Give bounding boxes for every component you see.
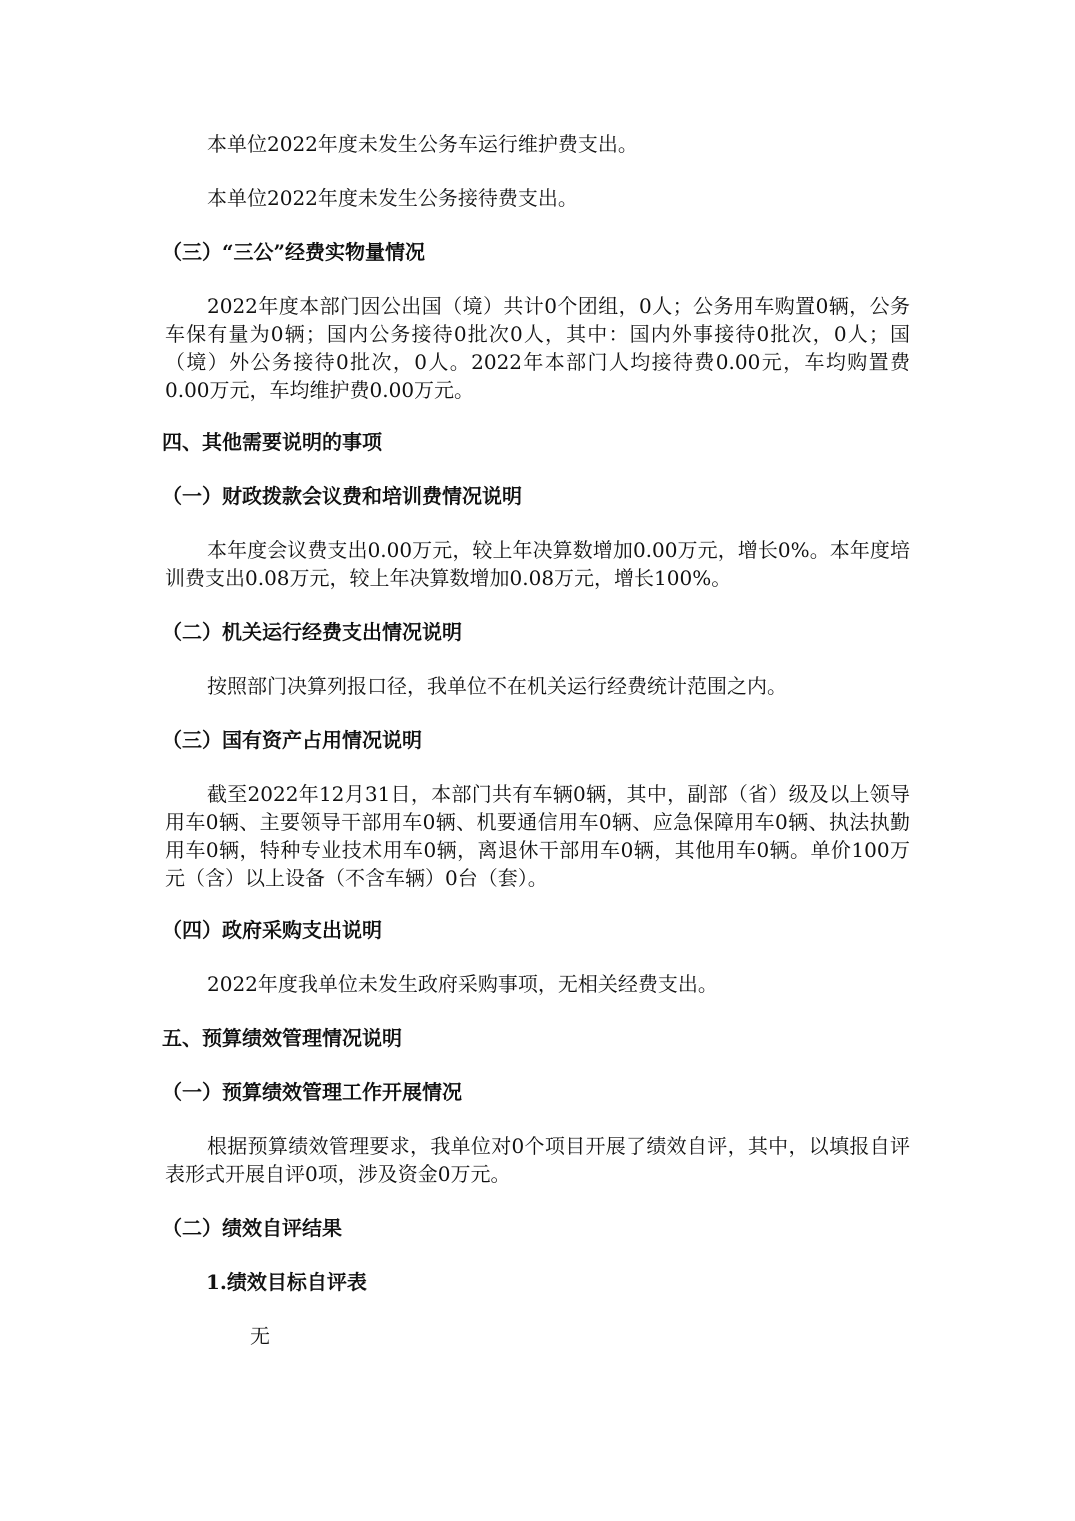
heading-performance-mgmt: 五、预算绩效管理情况说明 <box>162 1026 402 1050</box>
heading-meeting-training: （一）财政拨款会议费和培训费情况说明 <box>162 484 522 508</box>
heading-three-public-physical: （三）“三公”经费实物量情况 <box>162 240 426 264</box>
paragraph-performance-work: 根据预算绩效管理要求，我单位对0个项目开展了绩效自评，其中，以填报自评表形式开展自评0项，涉及资金0万元。 <box>165 1134 910 1186</box>
heading-other-matters: 四、其他需要说明的事项 <box>162 430 382 454</box>
paragraph-meeting-training: 本年度会议费支出0.00万元，较上年决算数增加0.00万元，增长0%。本年度培训费支出0.08万元，较上年决算数增加0.08万元，增长100%。 <box>165 538 910 590</box>
paragraph-reception: 本单位2022年度未发生公务接待费支出。 <box>207 186 578 210</box>
heading-goal-self-eval-table: 1.绩效目标自评表 <box>206 1270 367 1294</box>
paragraph-agency-operation: 按照部门决算列报口径，我单位不在机关运行经费统计范围之内。 <box>207 674 787 698</box>
paragraph-vehicle-maintenance: 本单位2022年度未发生公务车运行维护费支出。 <box>207 132 638 156</box>
heading-agency-operation: （二）机关运行经费支出情况说明 <box>162 620 462 644</box>
heading-performance-work: （一）预算绩效管理工作开展情况 <box>162 1080 462 1104</box>
heading-state-assets: （三）国有资产占用情况说明 <box>162 728 422 752</box>
heading-gov-procurement: （四）政府采购支出说明 <box>162 918 382 942</box>
heading-self-eval-results: （二）绩效自评结果 <box>162 1216 342 1240</box>
text-none: 无 <box>250 1324 270 1348</box>
paragraph-three-public-physical: 2022年度本部门因公出国（境）共计0个团组，0人；公务用车购置0辆，公务车保有量为0辆；国内公务接待0批次0人，其中：国内外事接待0批次，0人；国（境）外公务接待0批次，0人。2022年本部门人均接待费0.00元，车均购置费0.00万元，车均维护费0.00万元。 <box>165 294 910 402</box>
paragraph-gov-procurement: 2022年度我单位未发生政府采购事项，无相关经费支出。 <box>207 972 718 996</box>
paragraph-state-assets: 截至2022年12月31日，本部门共有车辆0辆，其中，副部（省）级及以上领导用车0辆、主要领导干部用车0辆、机要通信用车0辆、应急保障用车0辆、执法执勤用车0辆，特种专业技术用车0辆，离退休干部用车0辆，其他用车0辆。单价100万元（含）以上设备（不含车辆）0台（套）。 <box>165 782 910 890</box>
